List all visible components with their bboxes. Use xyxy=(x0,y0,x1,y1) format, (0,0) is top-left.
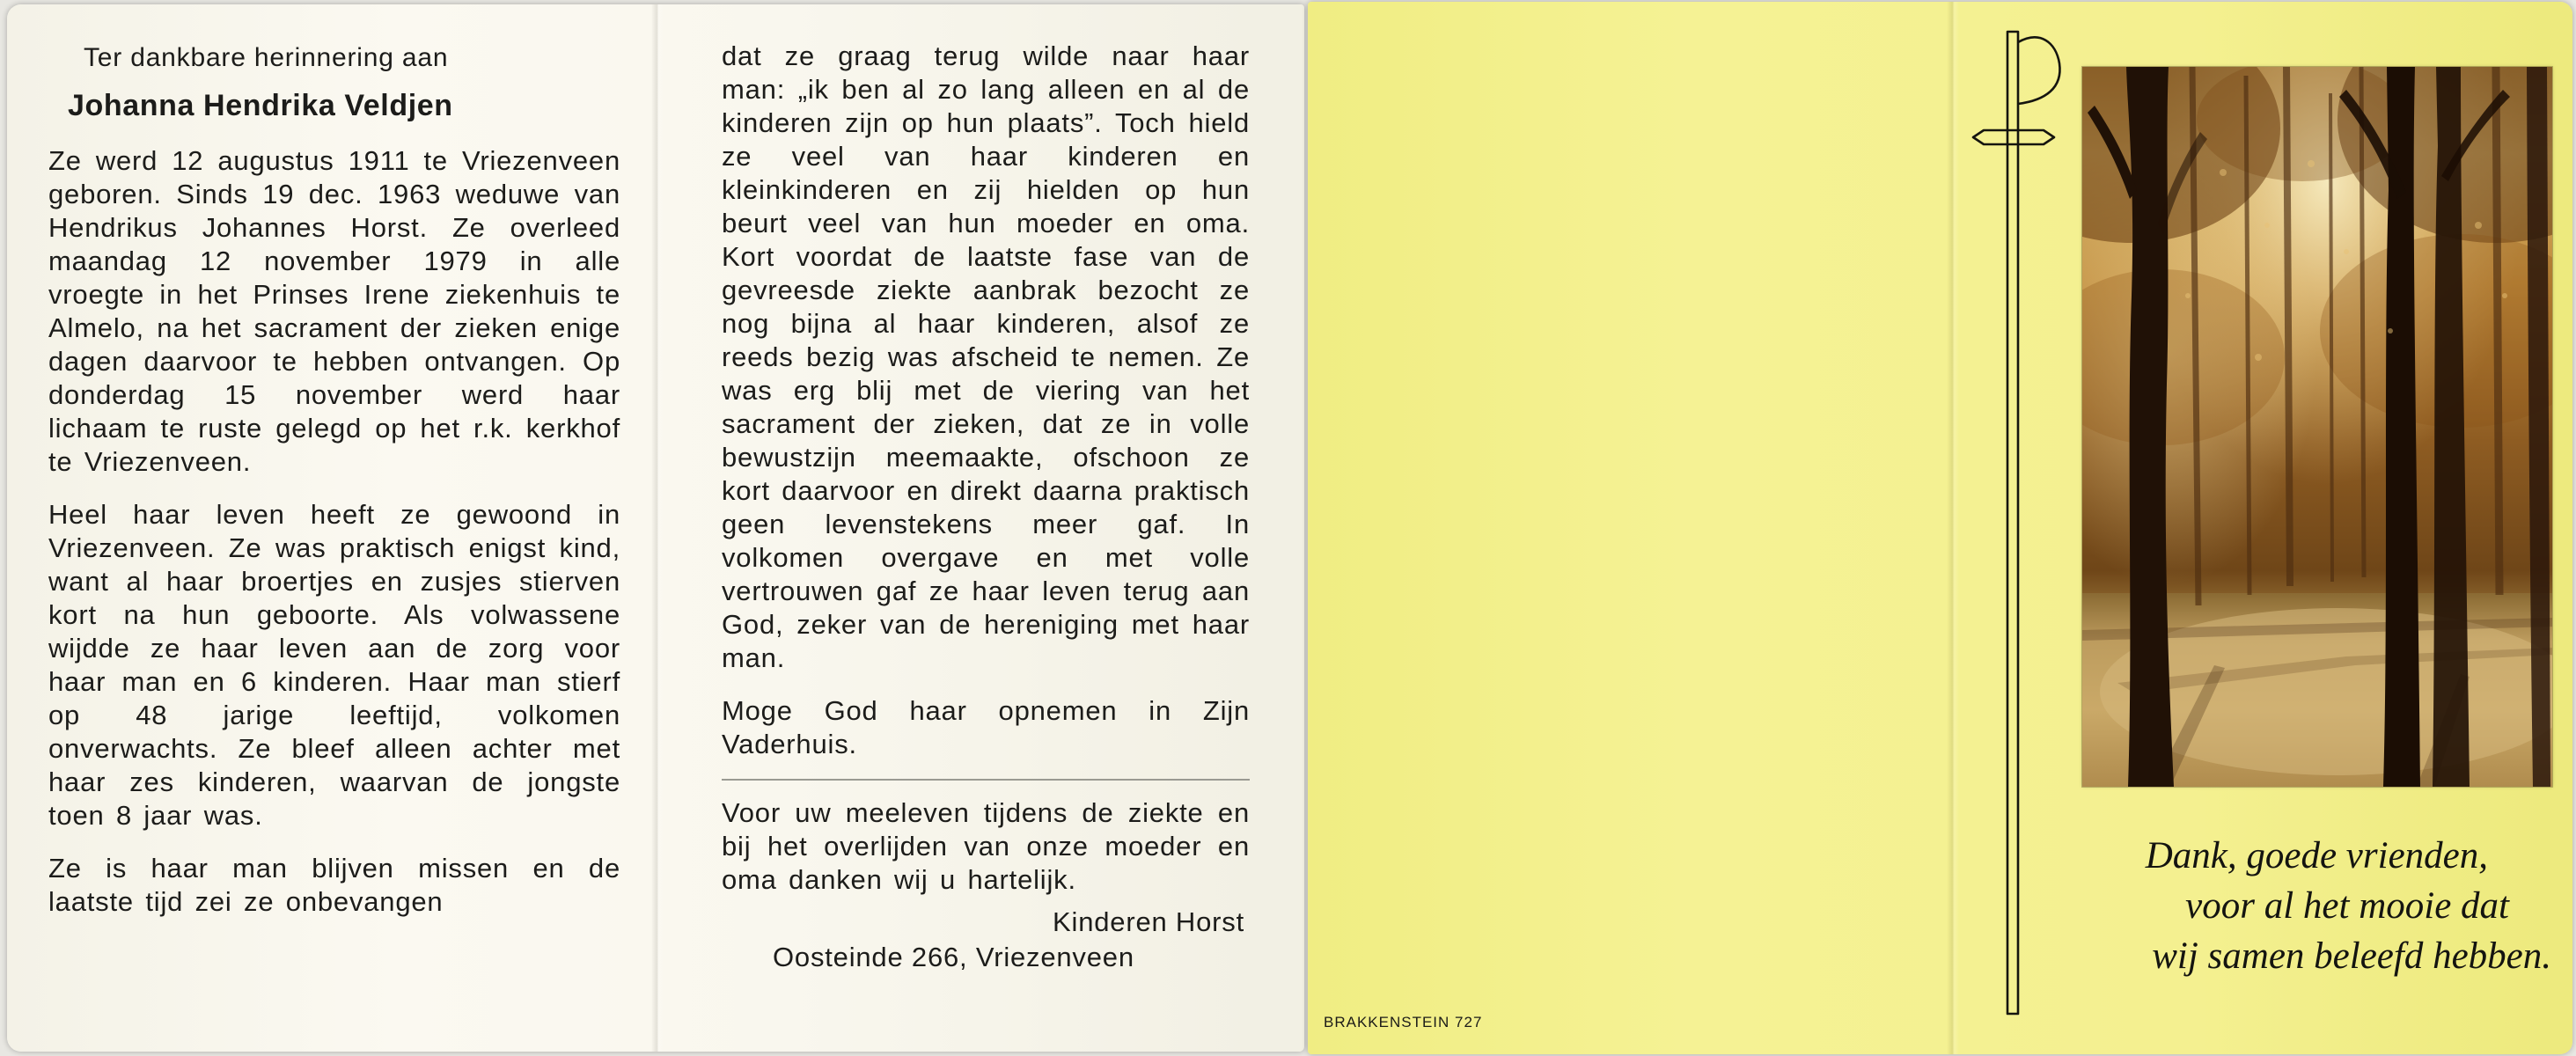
biography-paragraph-1: Ze werd 12 augustus 1911 te Vriezenveen geboren. Sinds 19 dec. 1963 weduwe van Hendrikus Johannes Horst. Ze overleed maandag 12 november 1979 in alle vroegte in het Prinses Irene ziekenhuis te Almelo, na het sacrament der zieken enige dagen daarvoor te hebben ontvangen. Op donderdag 15 november werd haar lichaam te ruste gelegd op het r.k. kerkhof te Vriezenveen. xyxy=(48,145,620,477)
intro-line: Ter dankbare herinnering aan xyxy=(84,43,449,72)
staurogram-cross-icon xyxy=(1966,12,2065,1024)
quote-line-1: Dank, goede vrienden, xyxy=(2145,835,2488,876)
autumn-forest-photo xyxy=(2082,67,2552,787)
biography-paragraph-3: Ze is haar man blijven missen en de laatste tijd zei ze onbevangen xyxy=(48,853,620,917)
family-address: Oosteinde 266, Vriezenveen xyxy=(773,942,1134,972)
printer-mark: BRAKKENSTEIN 727 xyxy=(1324,1014,1483,1030)
biography-paragraph-2: Heel haar leven heeft ze gewoond in Vriezenveen. Ze was praktisch enigst kind, want al haar broertjes en zusjes stierven kort na hun geboorte. Als volwassene wijdde ze haar leven aan de zorg voor haar man en 6 kinderen. Haar man stierf op 48 jarige leeftijd, volkomen onverwachts. Ze bleef alleen achter met haar zes kinderen, waarvan de jongste toen 8 jaar was. xyxy=(48,499,620,831)
blank-page xyxy=(1308,2,1950,1054)
quote-line-3: wij samen beleefd hebben. xyxy=(2152,935,2551,977)
middle-page xyxy=(722,40,1250,974)
left-page xyxy=(48,43,620,938)
acknowledgement-text: Voor uw meeleven tijdens de ziekte en bij het overlijden van onze moeder en oma danken wij u hartelijk. xyxy=(722,797,1250,895)
biography-paragraph-4: dat ze graag terug wilde naar haar man: „ik ben al zo lang alleen en al de kinderen zijn op hun plaats”. Toch hield ze veel van haar kinderen en kleinkinderen en zij hielden op hun beurt veel van hun moeder en oma. Kort voordat de laatste fase van de gevreesde ziekte aanbrak bezocht ze nog bijna al haar kinderen, alsof ze reeds bezig was afscheid te nemen. Ze was erg blij met de viering van het sacrament der zieken, dat ze in volle bewustzijn meemaakte, ofschoon ze kort daarvoor en direkt daarna praktisch geen levenstekens meer gaf. In volkomen overgave en met volle vertrouwen gaf ze haar leven terug aan God, zeker van de hereniging met haar man. xyxy=(722,40,1250,673)
family-signature: Kinderen Horst xyxy=(1053,906,1244,937)
prayer-line: Moge God haar opnemen in Zijn Vaderhuis. xyxy=(722,695,1250,759)
farewell-quote xyxy=(2081,831,2553,981)
fold-line xyxy=(651,4,664,1052)
photo-page xyxy=(1957,2,2572,1054)
text-card xyxy=(7,4,1304,1052)
quote-line-2: voor al het mooie dat xyxy=(2185,885,2509,927)
image-card xyxy=(1308,2,2572,1054)
section-divider xyxy=(722,779,1250,781)
deceased-name: Johanna Hendrika Veldjen xyxy=(68,89,453,122)
